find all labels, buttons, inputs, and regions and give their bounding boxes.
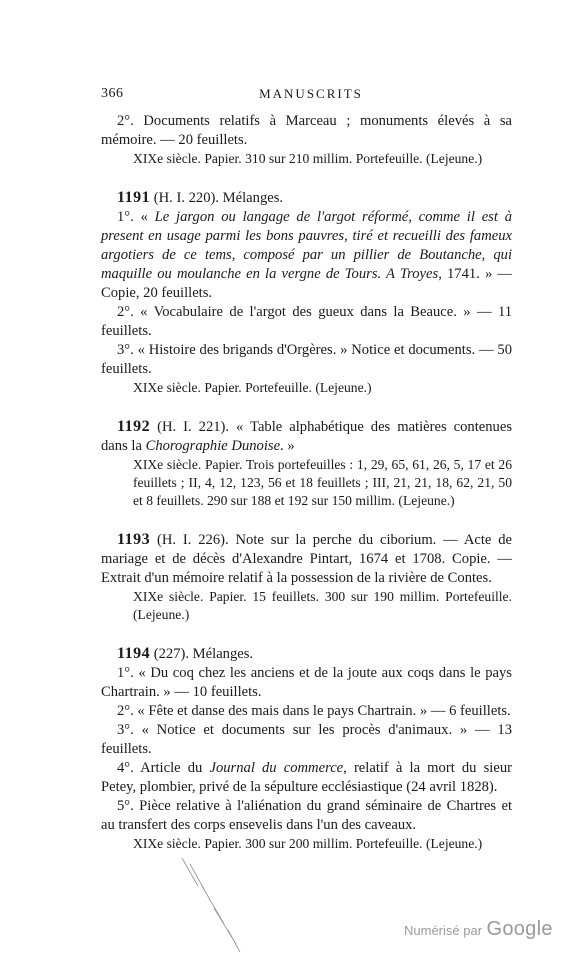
continued-item: 2°. Documents relatifs à Marceau ; monuments élevés à sa mémoire. — 20 feuillets. xyxy=(101,113,512,148)
catalogue-entry-1193 xyxy=(101,530,512,624)
digitized-by-text: Numérisé par xyxy=(404,923,483,938)
google-logo: Google xyxy=(486,918,553,940)
page-number: 366 xyxy=(101,86,124,101)
entry-heading-title: Chorographie Dunoise xyxy=(145,438,281,454)
pencil-mark xyxy=(180,856,270,956)
physical-description: XIXe siècle. Papier. Portefeuille. (Lejeune.) xyxy=(133,380,372,395)
entry-item: 2°. « Vocabulaire de l'argot des gueux dans la Beauce. » — 11 feuillets. xyxy=(101,304,512,339)
entry-number: 1193 xyxy=(117,531,151,548)
entry-item: 2°. « Fête et danse des mais dans le pays Chartrain. » — 6 feuillets. xyxy=(117,703,511,719)
entry-number: 1191 xyxy=(117,189,151,206)
physical-description: XIXe siècle. Papier. 310 sur 210 millim. Portefeuille. (Lejeune.) xyxy=(133,151,483,166)
page-header xyxy=(101,86,521,106)
catalogue-entry-1191 xyxy=(101,188,512,397)
entry-item: 1°. « Du coq chez les anciens et de la joute aux coqs dans le pays Chartrain. » — 10 feuillets. xyxy=(101,665,512,700)
catalogue-text xyxy=(101,112,512,853)
entry-item: 4°. Article du Journal du commerce, relatif à la mort du sieur Petey, plombier, privé de la sépulture ecclésiastique (24 avril 1828). xyxy=(101,760,512,795)
entry-heading: (H. I. 220). Mélanges. xyxy=(150,190,284,206)
digitization-watermark xyxy=(404,918,553,941)
catalogue-entry-1194 xyxy=(101,644,512,853)
physical-description: XIXe siècle. Papier. Trois portefeuilles : 1, 29, 65, 61, 26, 5, 17 et 26 feuillets ; II, 4, 12, 123, 56 et 18 feuillets ; III, 21, 21, 18, 62, 21, 50 et 8 feuillets. 290 sur 188 et 192 sur 150 millim. (Lejeune.) xyxy=(133,457,512,508)
entry-number: 1192 xyxy=(117,418,151,435)
running-title: MANUSCRITS xyxy=(259,86,363,101)
entry-heading: (H. I. 221). « Table alphabétique des matières contenues dans la xyxy=(101,419,512,454)
entry-item: 3°. « Notice et documents sur les procès d'animaux. » — 13 feuillets. xyxy=(101,722,512,757)
entry-item: 3°. « Histoire des brigands d'Orgères. » Notice et documents. — 50 feuillets. xyxy=(101,342,512,377)
entry-item: 1°. « Le jargon ou langage de l'argot réformé, comme il est à present en usage parmi les bons pauvres, tiré et recueilli des fameux argotiers de ce tems, composé par un pillier de Boutanche, qui maquille ou moulanche en la vergne de Tours. A Troyes, 1741. » — Copie, 20 feuillets. xyxy=(101,209,513,301)
physical-description: XIXe siècle. Papier. 300 sur 200 millim. Portefeuille. (Lejeune.) xyxy=(133,836,483,851)
entry-heading: (227). Mélanges. xyxy=(150,646,254,662)
entry-item: 5°. Pièce relative à l'aliénation du grand séminaire de Chartres et au transfert des corps ensevelis dans l'un des caveaux. xyxy=(101,798,512,833)
entry-number: 1194 xyxy=(117,645,151,662)
catalogue-entry-1192: 1192 (H. I. 221). « Table alphabétique des matières contenues dans la Chorographie Dunoise. » XIXe siècle. Papier. Trois portefeuilles : 1, 29, 65, 61, 26, 5, 17 et 26 feuillets ; II, 4, 12, 123, 56 et 18 feuillets ; III, 21, 21, 18, 62, 21, 50 et 8 feuillets. 290 sur 188 et 192 sur 150 millim. (Lejeune.) xyxy=(101,418,512,508)
entry-heading: (H. I. 226). Note sur la perche du ciborium. — Acte de mariage et de décès d'Alexandre Pintart, 1674 et 1708. Copie. — Extrait d'un mémoire relatif à la possession de la rivière de Contes. xyxy=(101,532,512,586)
physical-description: XIXe siècle. Papier. 15 feuillets. 300 sur 190 millim. Portefeuille. (Lejeune.) xyxy=(133,589,512,622)
